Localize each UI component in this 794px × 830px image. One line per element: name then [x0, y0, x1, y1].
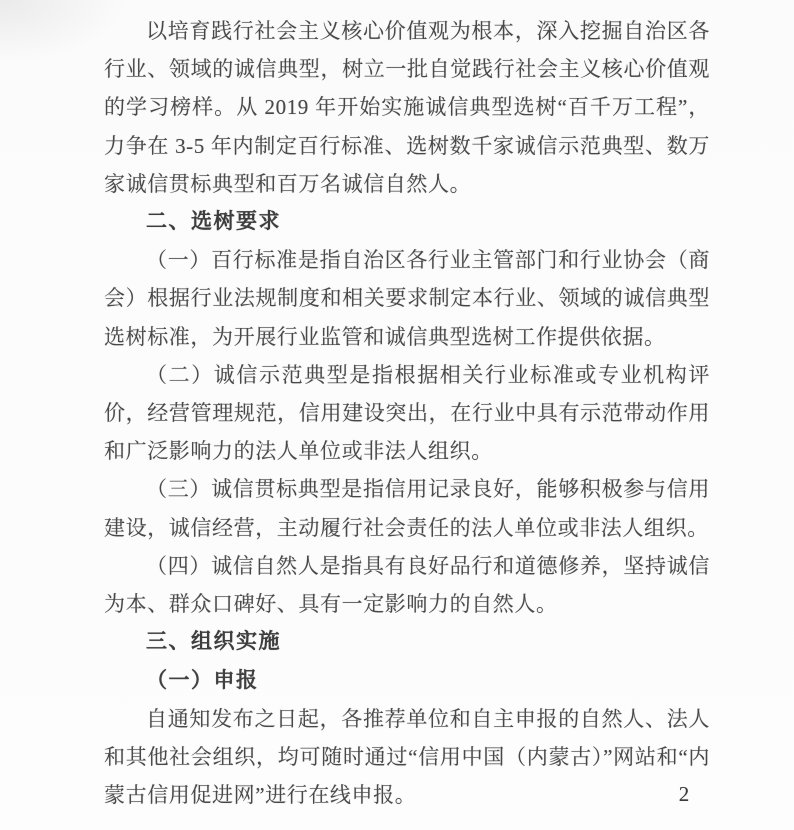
body-paragraph: 自通知发布之日起，各推荐单位和自主申报的自然人、法人和其他社会组织，均可随时通过“信用中国（内蒙古）”网站和“内蒙古信用促进网”进行在线申报。 — [104, 706, 710, 808]
sub-heading: （一）申报 — [146, 668, 259, 693]
page-number: 2 — [678, 782, 690, 806]
section-heading: 二、选树要求 — [146, 210, 281, 234]
section-heading: 三、组织实施 — [146, 630, 281, 654]
document-body — [104, 12, 710, 814]
body-paragraph: 以培育践行社会主义核心价值观为根本，深入挖掘自治区各行业、领域的诚信典型，树立一批自觉践行社会主义核心价值观的学习榜样。从 2019 年开始实施诚信典型选树“百千万工程”，力争在 3-5 年内制定百行标准、选树数千家诚信示范典型、数万家诚信贯标典型和百万名诚信自然人。 — [104, 19, 710, 196]
body-paragraph: （二）诚信示范典型是指根据相关行业标准或专业机构评价，经营管理规范，信用建设突出，在行业中具有示范带动作用和广泛影响力的法人单位或非法人组织。 — [104, 362, 710, 464]
body-paragraph: （一）百行标准是指自治区各行业主管部门和行业协会（商会）根据行业法规制度和相关要求制定本行业、领域的诚信典型选树标准，为开展行业监管和诚信典型选树工作提供依据。 — [104, 248, 710, 349]
body-paragraph: （三）诚信贯标典型是指信用记录良好，能够积极参与信用建设，诚信经营，主动履行社会责任的法人单位或非法人组织。 — [104, 477, 710, 540]
body-paragraph: （四）诚信自然人是指具有良好品行和道德修养，坚持诚信为本、群众口碑好、具有一定影响力的自然人。 — [104, 553, 710, 617]
